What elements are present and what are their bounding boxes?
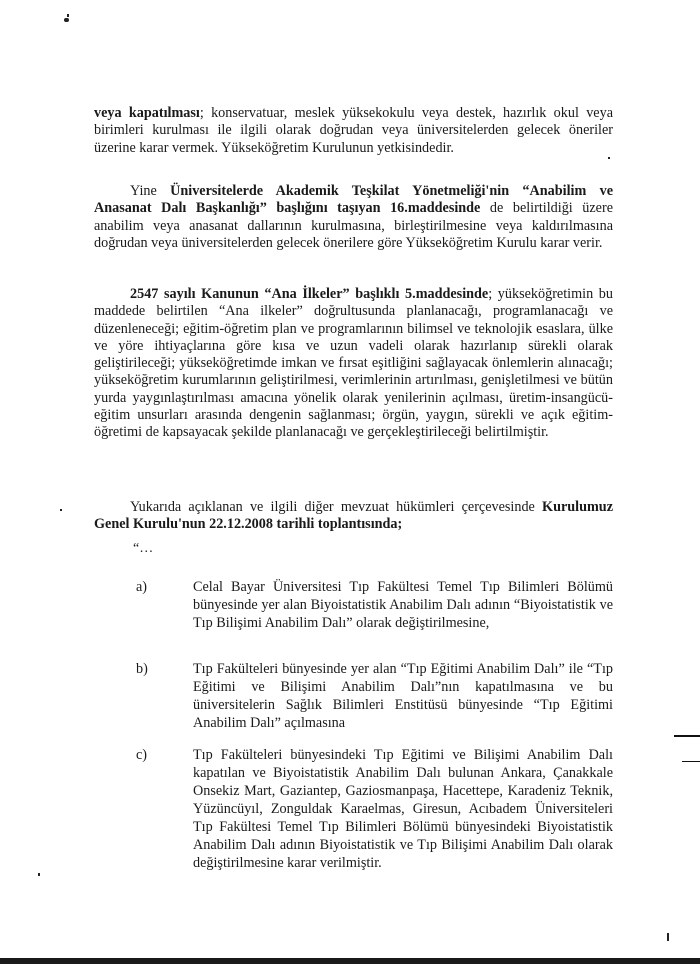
scan-speck [667, 933, 669, 941]
scan-speck [60, 509, 62, 511]
scan-edge-mark [682, 761, 700, 762]
list-item-text: Celal Bayar Üniversitesi Tıp Fakültesi Temel Tıp Bilimleri Bölümü bünyesinde yer alan Biyoistatistik Anabilim Dalı adının “Biyoistatistik ve Tıp Bilişimi Anabilim Dalı” olarak değiştirilmesine, [193, 579, 613, 631]
scan-speck [608, 157, 610, 159]
list-item-text: Tıp Fakülteleri bünyesinde yer alan “Tıp Eğitimi Anabilim Dalı” ile “Tıp Eğitimi ve Bilişimi Anabilim Dalı”nın kapatılmasına ve bu üniversitelerin Sağlık Bilimleri Enstitüsü bünyesinde “Tıp Eğitimi Anabilim Dalı” açılmasına [193, 661, 613, 731]
paragraph-3-text: ; yükseköğretimin bu maddede belirtilen “Ana ilkeler” doğrultusunda planlanacağı, programlanacağı ve düzenleneceği; eğitim-öğretim plan ve programlarının bilimsel ve teknolojik esaslara, ülke ve yöre ihtiyaçlarına göre kısa ve uzun vadeli olarak hazırlanıp sürekli olarak geliştirileceği; yükseköğretimde imkan ve fırsat eşitliğini sağlayacak önlemlerin alınacağı; yükseköğretim kurumlarının geliştirilmesi, verimlerinin artırılması, genişletilmesi ve bütün yurda yaygınlaştırılması amacına yönelik olarak yenilerinin açılması, üretim-insangücü-eğitim unsurları arasında dengenin sağlanması; örgün, yaygın, sürekli ve açık eğitim-öğretimi de kapsayacak şekilde planlanacağı ve gerçekleştirileceği belirtilmiştir. [94, 286, 613, 441]
list-item-text: Tıp Fakülteleri bünyesindeki Tıp Eğitimi ve Bilişimi Anabilim Dalı kapatılan ve Biyoistatistik Anabilim Dalı bulunan Ankara, Çanakkale Onsekiz Mart, Gaziantep, Gaziosmanpaşa, Hacettepe, Karadeniz Teknik, Yüzüncüyıl, Zonguldak Karaelmas, Giresun, Acıbadem Üniversiteleri Tıp Fakültesi Temel Tıp Bilimleri Bölümü bünyesindeki Biyoistatistik Anabilim Dalı adının Biyoistatistik ve Tıp Bilişimi Anabilim Dalı olarak değiştirilmesine karar verilmiştir. [193, 747, 613, 871]
paragraph-2 [94, 183, 613, 252]
paragraph-2-bold: Üniversitelerde Akademik Teşkilat Yönetmeliği'nin “Anabilim ve Anasanat Dalı Başkanlığı” başlığını taşıyan 16.maddesinde [94, 183, 613, 217]
paragraph-2-text-start: Yine [130, 183, 171, 199]
paragraph-4-bold: Kurulumuz Genel Kurulu'nun 22.12.2008 tarihli toplantısında; [94, 499, 613, 533]
list-item-label: a) [136, 579, 148, 595]
paragraph-3 [94, 286, 613, 442]
scan-speck [64, 18, 69, 22]
paragraph-2-text-end: de belirtildiği üzere anabilim veya anasanat dallarının kurulmasına, birleştirilmesine veya kaldırılmasına doğrudan veya üniversitelerden gelecek önerilere göre Yükseköğretim Kurulu karar verir. [94, 200, 613, 251]
paragraph-3-bold: 2547 sayılı Kanunun “Ana İlkeler” başlıklı 5.maddesinde [130, 286, 489, 302]
scan-bottom-edge [0, 958, 700, 964]
scan-speck [38, 873, 40, 876]
paragraph-1-bold: veya kapatılması [94, 105, 200, 121]
scan-edge-mark [674, 735, 700, 737]
paragraph-4-text: Yukarıda açıklanan ve ilgili diğer mevzuat hükümleri çerçevesinde [130, 499, 543, 515]
paragraph-1 [94, 105, 613, 157]
paragraph-1-text: ; konservatuar, meslek yüksekokulu veya destek, hazırlık okul veya birimleri kurulması ile ilgili olarak doğrudan veya üniversitelerden gelecek öneriler üzerine karar vermek. Yükseköğretim Kurulunun yetkisindedir. [94, 105, 613, 156]
list-item-label: b) [136, 661, 148, 677]
paragraph-4 [94, 499, 613, 534]
quote-open-mark: “… [133, 541, 154, 556]
list-item-label: c) [136, 747, 148, 763]
scan-speck [67, 14, 69, 17]
